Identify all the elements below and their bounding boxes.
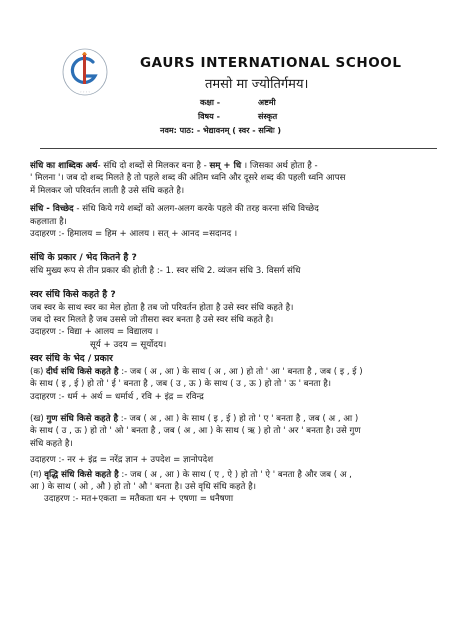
definition-line bbox=[30, 160, 450, 172]
paragraph-line: के साथ ( इ , ई ) हो तो ' ई ' बनता है , जब ( उ , ऊ ) के साथ ( उ , ऊ ) हो तो ' ऊ ' बनता है। bbox=[30, 379, 332, 390]
item-marker: (ख) bbox=[30, 413, 47, 424]
svg-text:◦ ◦ ◦ ◦: ◦ ◦ ◦ ◦ bbox=[79, 90, 91, 94]
term-heading: संधि - विच्छेद bbox=[30, 204, 74, 215]
school-name: GAURS INTERNATIONAL SCHOOL bbox=[140, 55, 402, 71]
example-line: उदाहरण :- मत+एकता = मतैकता धन + एषणा = धनैषणा bbox=[44, 494, 234, 505]
paragraph-line: संधि कहते है। bbox=[30, 438, 73, 449]
worksheet-body bbox=[30, 160, 450, 506]
text-run: :- जब ( अ , आ ) के साथ ( अ , आ ) हो तो ' आ ' बनता है , जब ( इ , ई ) bbox=[118, 366, 363, 377]
class-value: अष्टमी bbox=[258, 98, 276, 107]
lesson-title: नवम: पाठ: - भेद्यावनम् ( स्वर - सन्धिः ) bbox=[160, 126, 282, 135]
text-run: :- जब ( अ , आ ) के साथ ( इ , ई ) हो तो ' ए ' बनता है , जब ( अ , आ ) bbox=[118, 413, 359, 424]
term-heading: संधि का शाब्दिक अर्थ bbox=[30, 161, 98, 171]
text-run: - संधि दो शब्दों से मिलकर बना है - bbox=[97, 161, 210, 171]
paragraph-line: में मिलकर जो परिवर्तन लाती है उसे संधि कहते है। bbox=[30, 185, 185, 196]
term-formula: सम् + धि bbox=[209, 161, 242, 171]
school-logo bbox=[60, 46, 110, 98]
paragraph-line: कहलाता है। bbox=[30, 216, 67, 227]
definition-line bbox=[30, 366, 450, 378]
definition-line bbox=[30, 469, 450, 481]
school-motto: तमसो मा ज्योतिर्गमय। bbox=[205, 77, 309, 92]
section-heading: संधि के प्रकार / भेद कितने है ? bbox=[30, 252, 137, 264]
header-divider bbox=[40, 148, 437, 149]
section-heading: स्वर संधि के भेद / प्रकार bbox=[30, 353, 113, 365]
term-heading: गुण संधि किसे कहते है bbox=[46, 413, 119, 424]
class-label: कक्षा - bbox=[200, 98, 221, 107]
subject-value: संस्कृत bbox=[258, 112, 278, 121]
paragraph-line: संधि मुख्य रूप से तीन प्रकार की होती है :- 1. स्वर संधि 2. व्यंजन संधि 3. विसर्ग संधि bbox=[30, 265, 301, 276]
definition-line bbox=[30, 413, 450, 425]
definition-line bbox=[30, 203, 450, 215]
section-heading: स्वर संधि किसे कहते है ? bbox=[30, 289, 116, 301]
example-line: उदाहरण :- हिमालय = हिम + आलय । सत् + आनद =सदानद । bbox=[30, 229, 238, 240]
paragraph-line: ' मिलना '। जब दो शब्द मिलते है तो पहले शब्द की अंतिम ध्वनि और दूसरे शब्द की पहली ध्वनि आपस bbox=[30, 173, 346, 184]
paragraph-line: आ ) के साथ ( ओ , औ ) हो तो ' औ ' बनता है। उसे वृधि संधि कहते है। bbox=[30, 481, 256, 492]
subject-label: विषय - bbox=[198, 112, 220, 121]
item-marker: (क) bbox=[30, 366, 47, 377]
item-marker: (ग) bbox=[30, 469, 45, 480]
text-run: :- जब ( अ , आ ) के साथ ( ए , ऐ ) हो तो ' ऐ ' बनता है और जब ( अ , bbox=[118, 469, 352, 480]
term-heading: दीर्घ संधि किसे कहते है bbox=[46, 366, 119, 377]
example-line: उदाहरण :- नर + इंद्र = नरेंद्र ज्ञान + उपदेश = ज्ञानोपदेश bbox=[30, 455, 214, 466]
term-heading: वृद्धि संधि किसे कहते है bbox=[44, 469, 119, 480]
paragraph-line: जब स्वर के साथ स्वर का मेल होता है तब जो परिवर्तन होता है उसे स्वर संधि कहते है। bbox=[30, 302, 294, 313]
paragraph-line: के साथ ( उ , ऊ ) हो तो ' ओ ' बनता है , जब ( अ , आ ) के साथ ( ऋ ) हो तो ' अर ' बनता है। उसे गुण bbox=[30, 426, 361, 437]
text-run: - संधि किये गये शब्दों को अलग-अलग करके पहले की तरह करना संधि विच्छेद bbox=[73, 204, 319, 215]
example-line: उदाहरण :- विद्या + आलय = विद्यालय । bbox=[30, 327, 159, 338]
paragraph-line: जब दो स्वर मिलते है जब उससे जो तीसरा स्वर बनता है उसे स्वर संधि कहते है। bbox=[30, 315, 274, 326]
text-run: । जिसका अर्थ होता है - bbox=[241, 161, 318, 171]
example-line: सूर्य + उदय = सूर्योदय। bbox=[90, 339, 167, 350]
example-line: उदाहरण :- धर्म + अर्थ = धर्मार्थ , रवि + इंद्र = रविन्द्र bbox=[30, 391, 204, 402]
